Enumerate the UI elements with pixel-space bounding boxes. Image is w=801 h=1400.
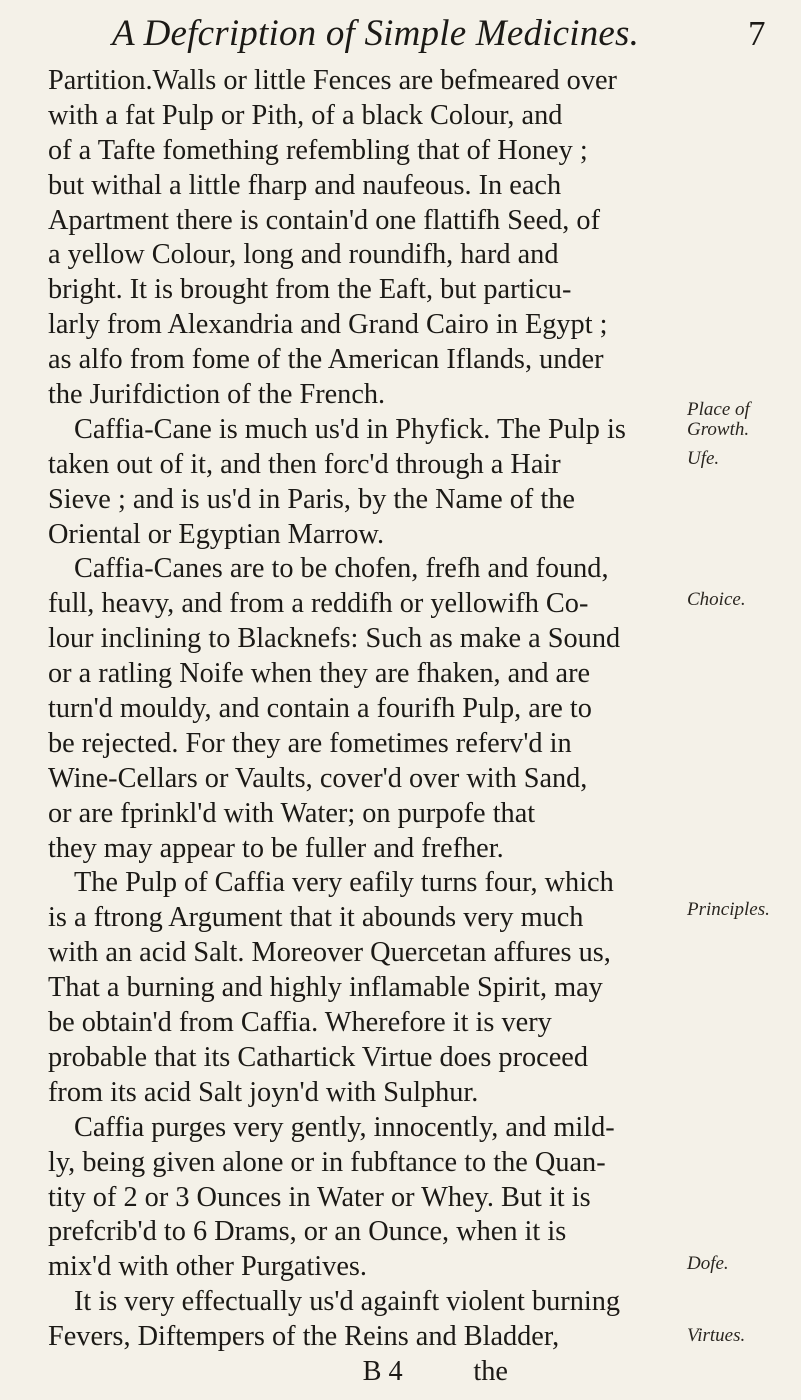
text-line: That a burning and highly inflamable Spirit, may — [48, 972, 603, 1004]
text-line: Caffia-Canes are to be chofen, frefh and found, — [74, 553, 609, 585]
margin-note-choice: Choice. — [687, 589, 746, 610]
text-line: the Jurifdiction of the French. — [48, 379, 386, 411]
margin-note-dose: Dofe. — [687, 1253, 729, 1274]
text-line: larly from Alexandria and Grand Cairo in Egypt ; — [48, 309, 608, 341]
text-line: from its acid Salt joyn'd with Sulphur. — [48, 1076, 479, 1108]
text-line: or a ratling Noife when they are fhaken, and are — [48, 658, 591, 690]
margin-note-principles: Principles. — [687, 899, 770, 920]
text-line: but withal a little fharp and naufeous. In each — [48, 169, 562, 201]
text-line: a yellow Colour, long and roundifh, hard and — [48, 239, 559, 271]
text-line: probable that its Cathartick Virtue does proceed — [48, 1041, 588, 1073]
text-line: is a ftrong Argument that it abounds very much — [48, 902, 584, 934]
signature-line: B 4 the — [362, 1355, 508, 1387]
body-text — [48, 64, 680, 1390]
text-line: full, heavy, and from a reddifh or yellowifh Co- — [48, 588, 589, 620]
text-line: Sieve ; and is us'd in Paris, by the Name of the — [48, 483, 575, 515]
text-line: Caffia-Cane is much us'd in Phyfick. The Pulp is — [74, 413, 626, 445]
text-line: of a Tafte fomething refembling that of Honey ; — [48, 134, 588, 166]
margin-note-place: Place of — [687, 399, 750, 420]
text-line: with a fat Pulp or Pith, of a black Colour, and — [48, 99, 563, 131]
text-line: be rejected. For they are fometimes referv'd in — [48, 727, 572, 759]
text-line: mix'd with other Purgatives. — [48, 1251, 367, 1283]
text-line: Fevers, Diftempers of the Reins and Bladder, — [48, 1321, 560, 1353]
text-line: be obtain'd from Caffia. Wherefore it is very — [48, 1007, 552, 1039]
text-line: prefcrib'd to 6 Drams, or an Ounce, when it is — [48, 1216, 567, 1248]
margin-note-use: Ufe. — [687, 448, 720, 469]
running-title: A Defcription of Simple Medicines. — [112, 13, 640, 54]
text-line: tity of 2 or 3 Ounces in Water or Whey. But it is — [48, 1181, 591, 1213]
text-line: they may appear to be fuller and frefher. — [48, 832, 504, 864]
page-number: 7 — [748, 14, 766, 53]
text-line: The Pulp of Caffia very eafily turns four, which — [74, 867, 614, 899]
text-line: or are fprinkl'd with Water; on purpofe that — [48, 797, 536, 829]
text-line: Partition.Walls or little Fences are befmeared over — [48, 65, 617, 96]
text-line: lour inclining to Blacknefs: Such as make a Sound — [48, 623, 621, 655]
text-line: as alfo from fome of the American Iflands, under — [48, 344, 604, 376]
page-header — [0, 12, 801, 62]
text-line: Wine-Cellars or Vaults, cover'd over with Sand, — [48, 762, 588, 794]
text-line: Caffia purges very gently, innocently, and mild- — [74, 1111, 615, 1143]
text-line: with an acid Salt. Moreover Quercetan affures us, — [48, 937, 611, 969]
text-line: ly, being given alone or in fubftance to the Quan- — [48, 1146, 606, 1178]
text-line: Apartment there is contain'd one flattifh Seed, of — [48, 204, 600, 236]
text-line: taken out of it, and then forc'd through a Hair — [48, 448, 561, 480]
margin-note-virtues: Virtues. — [687, 1325, 746, 1346]
text-line: bright. It is brought from the Eaft, but particu- — [48, 274, 572, 306]
text-line: It is very effectually us'd againft violent burning — [74, 1286, 620, 1318]
text-line: Oriental or Egyptian Marrow. — [48, 518, 385, 550]
margin-note-growth: Growth. — [687, 419, 750, 440]
text-line: turn'd mouldy, and contain a fourifh Pulp, are to — [48, 693, 592, 725]
